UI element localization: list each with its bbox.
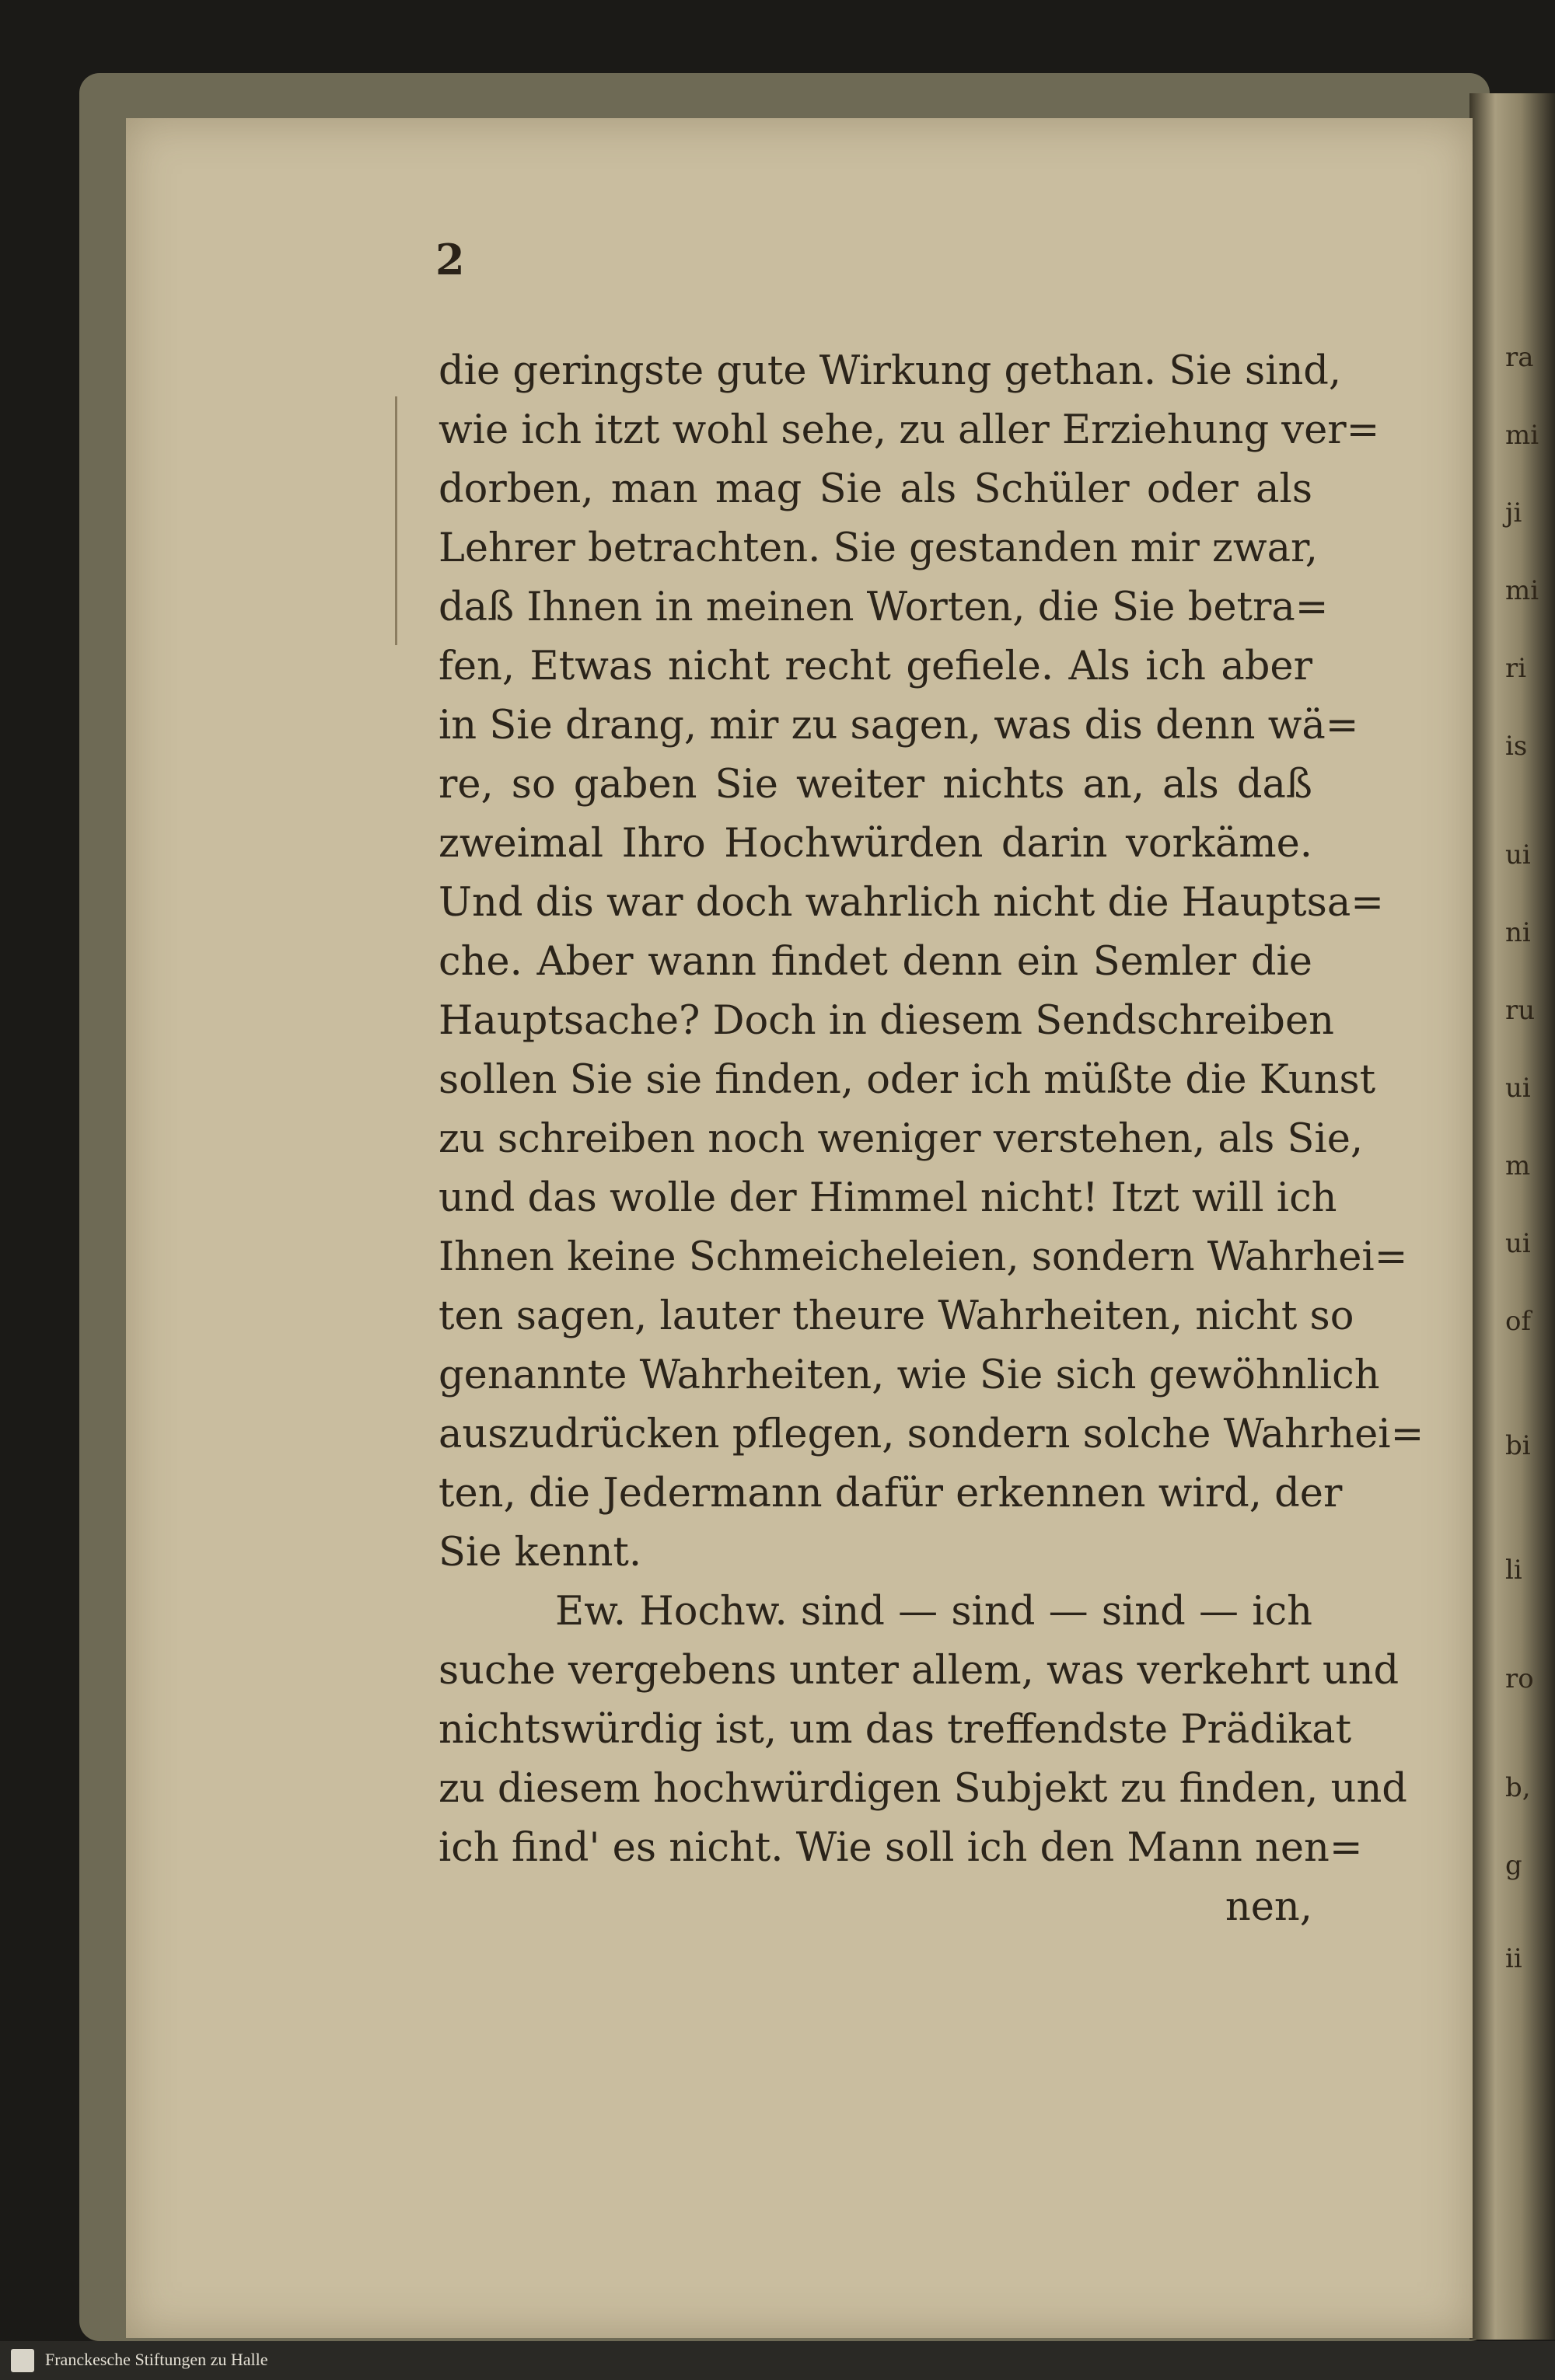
- adjacent-fragment: is: [1505, 731, 1528, 762]
- adjacent-fragment: ii: [1505, 1943, 1522, 1974]
- text-line: genannte Wahrheiten, wie Sie sich gewöhnlich: [439, 1352, 1380, 1398]
- footer-bar: [0, 2341, 1555, 2380]
- text-line: die geringste gute Wirkung gethan. Sie sind,: [439, 348, 1342, 394]
- text-line: und das wolle der Himmel nicht! Itzt will ich: [439, 1175, 1337, 1221]
- adjacent-fragment: ru: [1505, 995, 1536, 1026]
- adjacent-fragment: ni: [1505, 917, 1531, 948]
- text-line: auszudrücken pflegen, sondern solche Wahrhei=: [439, 1412, 1424, 1457]
- page-number: 2: [435, 235, 465, 284]
- adjacent-fragment: mi: [1505, 420, 1539, 451]
- text-line: sollen Sie sie finden, oder ich müßte die Kunst: [439, 1057, 1376, 1103]
- text-line: Ihnen keine Schmeicheleien, sondern Wahrhei=: [439, 1234, 1408, 1280]
- text-line: che. Aber wann findet denn ein Semler die: [439, 939, 1312, 985]
- body-text: [439, 342, 1424, 1937]
- text-line: nichtswürdig ist, um das treffendste Prädikat: [439, 1707, 1352, 1753]
- adjacent-fragment: ro: [1505, 1663, 1534, 1694]
- adjacent-fragment: ui: [1505, 1073, 1531, 1104]
- adjacent-fragment: li: [1505, 1555, 1522, 1586]
- text-line: ich find' es nicht. Wie soll ich den Mann nen=: [439, 1825, 1363, 1871]
- adjacent-fragment: ra: [1505, 342, 1534, 373]
- text-line: dorben, man mag Sie als Schüler oder als: [439, 466, 1312, 512]
- text-line: re, so gaben Sie weiter nichts an, als daß: [439, 762, 1312, 808]
- adjacent-fragment: ui: [1505, 1228, 1531, 1259]
- text-line: Lehrer betrachten. Sie gestanden mir zwar,: [439, 525, 1318, 571]
- adjacent-fragment: m: [1505, 1150, 1531, 1181]
- adjacent-fragment: ji: [1505, 497, 1522, 529]
- text-line: Sie kennt.: [439, 1530, 642, 1576]
- text-line: wie ich itzt wohl sehe, zu aller Erziehung ver=: [439, 407, 1380, 453]
- adjacent-fragment: mi: [1505, 575, 1539, 606]
- text-line: Hauptsache? Doch in diesem Sendschreiben: [439, 998, 1334, 1044]
- text-line: in Sie drang, mir zu sagen, was dis denn wä=: [439, 703, 1359, 749]
- text-line: daß Ihnen in meinen Worten, die Sie betra=: [439, 585, 1329, 630]
- text-line: ten, die Jedermann dafür erkennen wird, der: [439, 1471, 1343, 1516]
- adjacent-fragment: g: [1505, 1850, 1522, 1881]
- margin-mark: [395, 396, 397, 645]
- text-line: zu diesem hochwürdigen Subjekt zu finden, und: [439, 1766, 1407, 1812]
- catchword: nen,: [1225, 1884, 1312, 1930]
- text-line: suche vergebens unter allem, was verkehrt und: [439, 1648, 1400, 1694]
- adjacent-fragment: of: [1505, 1306, 1532, 1337]
- adjacent-fragment: bi: [1505, 1430, 1531, 1461]
- adjacent-page-edge: [1469, 93, 1555, 2340]
- institution-logo-icon: [11, 2349, 34, 2372]
- text-line: fen, Etwas nicht recht gefiele. Als ich aber: [439, 644, 1312, 689]
- text-line: Und dis war doch wahrlich nicht die Hauptsa=: [439, 880, 1384, 926]
- adjacent-fragment: b,: [1505, 1772, 1531, 1803]
- text-line: zu schreiben noch weniger verstehen, als Sie,: [439, 1116, 1364, 1162]
- adjacent-fragment: ri: [1505, 653, 1527, 684]
- footer-credit: Franckesche Stiftungen zu Halle: [45, 2350, 268, 2369]
- text-line: Ew. Hochw. sind — sind — sind — ich: [555, 1589, 1312, 1635]
- adjacent-fragment: ui: [1505, 839, 1531, 871]
- text-line: ten sagen, lauter theure Wahrheiten, nicht so: [439, 1293, 1354, 1339]
- text-line: zweimal Ihro Hochwürden darin vorkäme.: [439, 821, 1312, 867]
